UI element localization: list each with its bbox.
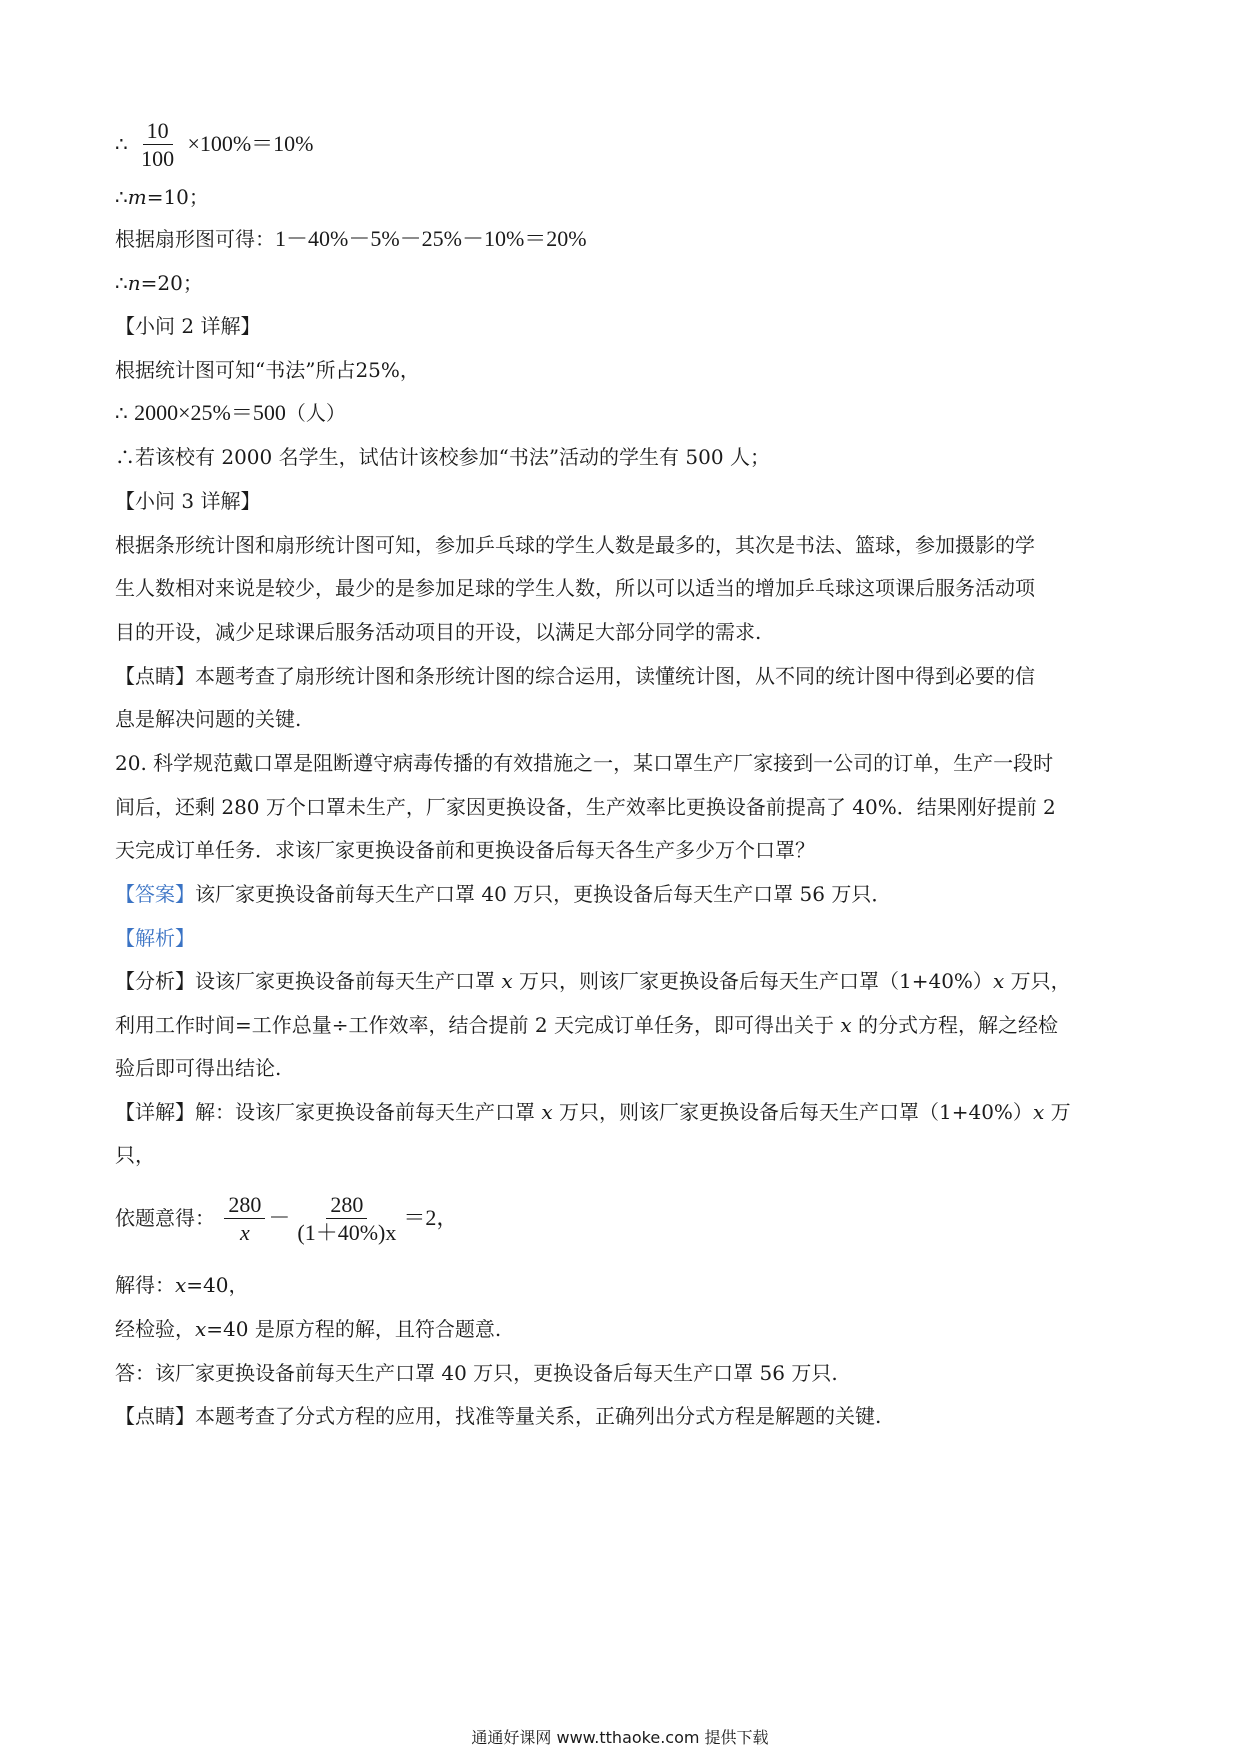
text-segment: 万: [1044, 1100, 1071, 1124]
variable: x: [992, 969, 1005, 993]
paragraph-line: 答：该厂家更换设备前每天生产口罩 40 万只，更换设备后每天生产口罩 56 万只.: [115, 1361, 838, 1385]
fraction-numerator: 280: [224, 1192, 265, 1219]
text-line: [115, 226, 587, 252]
label-text: 根据扇形图可得：: [115, 227, 275, 251]
paragraph-line: 生人数相对来说是较少，最少的是参加足球的学生人数，所以可以适当的增加乒乓球这项课后服务活动项: [115, 576, 1035, 600]
variable: x: [541, 1100, 553, 1124]
analysis-tag: 【解析】: [115, 926, 195, 950]
text-segment: 【分析】设该厂家更换设备前每天生产口罩: [115, 969, 502, 993]
fraction-denominator: 100: [141, 146, 175, 171]
fraction: [224, 1192, 265, 1247]
text-segment: 解得：: [115, 1273, 175, 1297]
math-expression: 2000×25%＝500: [134, 400, 286, 425]
section-heading: 【小问 3 详解】: [115, 489, 261, 513]
question-line: 20. 科学规范戴口罩是阻断遵守病毒传播的有效措施之一，某口罩生产厂家接到一公司的订单，生产一段时: [115, 751, 1054, 775]
answer-text: 该厂家更换设备前每天生产口罩 40 万只，更换设备后每天生产口罩 56 万只．: [195, 882, 892, 906]
text-segment: 利用工作时间=工作总量÷工作效率，结合提前 2 天完成订单任务，即可得出关于: [115, 1013, 841, 1037]
variable: x: [195, 1317, 207, 1341]
equation-rest: ×100%＝10%: [187, 131, 314, 156]
text-line: [115, 400, 346, 426]
answer-tag: 【答案】: [115, 882, 195, 906]
therefore-symbol: ∴: [115, 132, 128, 156]
equation-line-2: [115, 1192, 458, 1247]
therefore-symbol: ∴: [115, 185, 128, 209]
paragraph-line: 【点睛】本题考查了扇形统计图和条形统计图的综合运用，读懂统计图，从不同的统计图中得到必要的信: [115, 664, 1035, 688]
value: =20；: [140, 271, 203, 295]
paragraph-line: [115, 1099, 1071, 1125]
paragraph-line: [115, 1012, 1058, 1038]
variable: x: [840, 1013, 852, 1037]
unit: （人）: [285, 401, 346, 425]
fraction: [293, 1192, 400, 1247]
text-line: 根据统计图可知“书法”所占25%，: [115, 358, 420, 382]
equation-line-1: [115, 118, 314, 173]
text-segment: 万只，则该厂家更换设备后每天生产口罩（1+40%）: [512, 969, 993, 993]
equation-rest: ＝2，: [403, 1205, 459, 1230]
math-expression: 1－40%－5%－25%－10%＝20%: [275, 226, 587, 251]
text-segment: =40，: [186, 1273, 249, 1297]
paragraph-line: 目的开设，减少足球课后服务活动项目的开设，以满足大部分同学的需求.: [115, 620, 762, 644]
variable: n: [127, 271, 141, 295]
question-line: 间后，还剩 280 万个口罩未生产，厂家因更换设备，生产效率比更换设备前提高了 40%．结果刚好提前 2: [115, 795, 1056, 819]
fraction-numerator: 280: [326, 1192, 367, 1219]
paragraph-line: 验后即可得出结论.: [115, 1056, 282, 1080]
fraction-denominator: x: [239, 1220, 250, 1245]
therefore-symbol: ∴: [115, 401, 128, 425]
text-line: ∴若该校有 2000 名学生，试估计该校参加“书法”活动的学生有 500 人；: [115, 445, 770, 469]
paragraph-line: 只，: [115, 1143, 155, 1167]
therefore-symbol: ∴: [115, 271, 128, 295]
answer-line: [115, 881, 891, 907]
paragraph-line: 【点睛】本题考查了分式方程的应用，找准等量关系，正确列出分式方程是解题的关键.: [115, 1404, 882, 1428]
paragraph-line: 息是解决问题的关键.: [115, 707, 302, 731]
fraction: [137, 118, 178, 173]
text-segment: 的分式方程，解之经检: [851, 1013, 1058, 1037]
section-heading: 【小问 2 详解】: [115, 314, 261, 338]
paragraph-line: 根据条形统计图和扇形统计图可知，参加乒乓球的学生人数是最多的，其次是书法、篮球，参加摄影的学: [115, 533, 1035, 557]
text-segment: 万只，: [1004, 969, 1071, 993]
text-segment: 万只，则该厂家更换设备后每天生产口罩（1+40%）: [552, 1100, 1033, 1124]
variable: x: [1032, 1100, 1045, 1124]
fraction-numerator: 10: [143, 118, 173, 145]
paragraph-line: [115, 1316, 501, 1342]
variable: m: [127, 185, 147, 209]
variable: x: [501, 969, 513, 993]
text-segment: 【详解】解：设该厂家更换设备前每天生产口罩: [115, 1100, 542, 1124]
fraction-denominator: (1＋40%)x: [297, 1220, 397, 1245]
minus-sign: －: [268, 1205, 291, 1230]
page-footer: 通通好课网 www.tthaoke.com 提供下载: [471, 1728, 769, 1747]
paragraph-line: [115, 1272, 249, 1298]
variable: x: [175, 1273, 187, 1297]
text-line: [115, 270, 203, 296]
text-segment: 经检验，: [115, 1317, 195, 1341]
question-line: 天完成订单任务．求该厂家更换设备前和更换设备后每天各生产多少万个口罩？: [115, 838, 815, 862]
label-text: 依题意得：: [115, 1206, 215, 1230]
text-segment: =40 是原方程的解，且符合题意.: [206, 1317, 502, 1341]
paragraph-line: [115, 968, 1071, 994]
value: =10；: [146, 185, 209, 209]
text-line: [115, 184, 209, 210]
